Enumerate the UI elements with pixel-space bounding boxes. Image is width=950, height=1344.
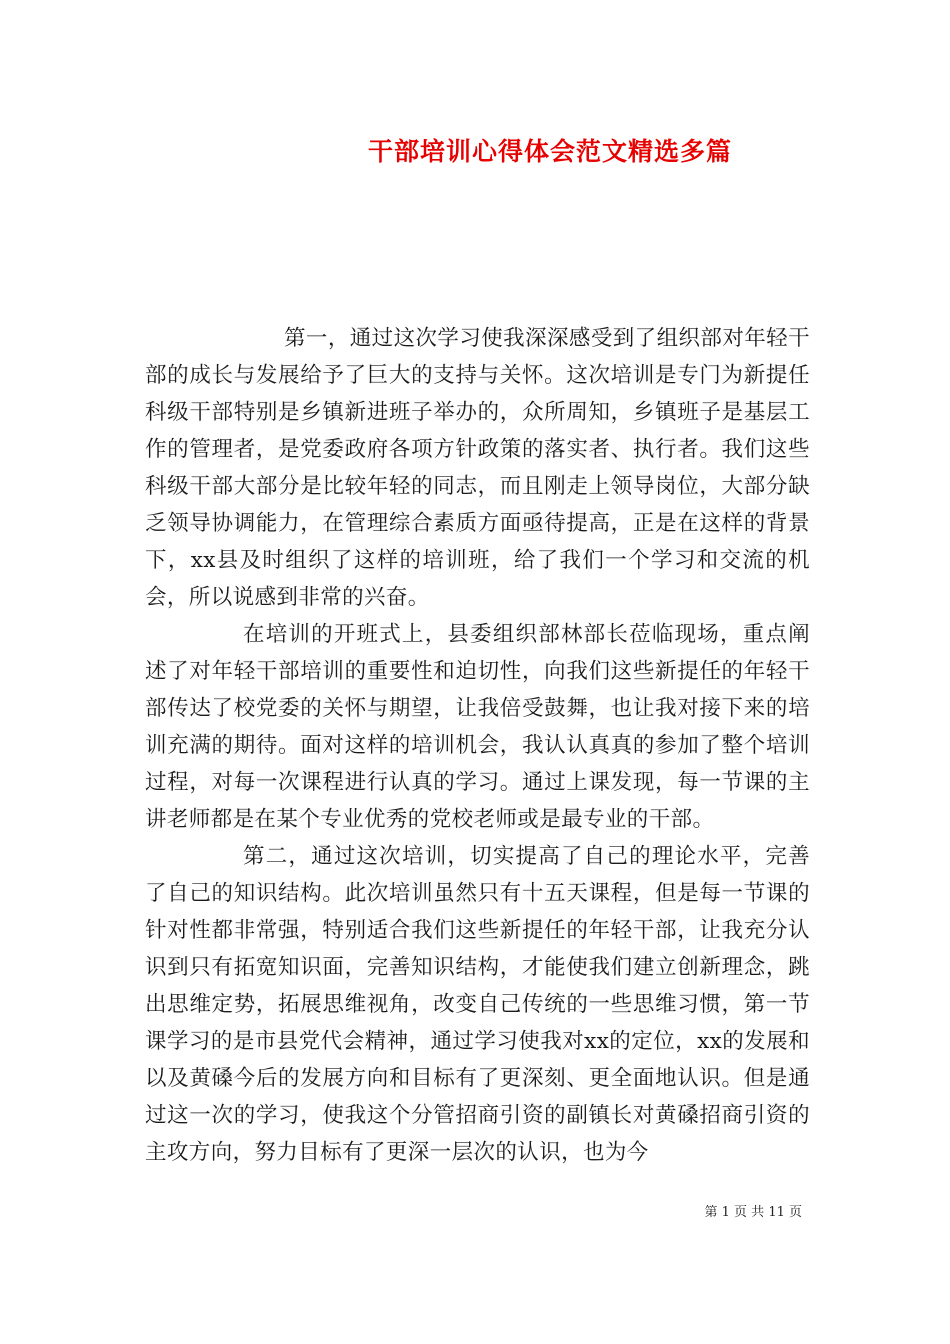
paragraph-2: 在培训的开班式上，县委组织部林部长莅临现场，重点阐述了对年轻干部培训的重要性和迫切性，向我们这些新提任的年轻干部传达了校党委的关怀与期望，让我倍受鼓舞，也让我对接下来的培训充满的期待。面对这样的培训机会，我认认真真的参加了整个培训过程，对每一次课程进行认真的学习。通过上课发现，每一节课的主讲老师都是在某个专业优秀的党校老师或是最专业的干部。 bbox=[145, 622, 810, 832]
document-title: 干部培训心得体会范文精选多篇 bbox=[367, 137, 732, 166]
paragraph-1: 第一，通过这次学习使我深深感受到了组织部对年轻干部的成长与发展给予了巨大的支持与关怀。这次培训是专门为新提任科级干部特别是乡镇新进班子举办的，众所周知，乡镇班子是基层工作的管理者，是党委政府各项方针政策的落实者、执行者。我们这些科级干部大部分是比较年轻的同志，而且刚走上领导岗位，大部分缺乏领导协调能力，在管理综合素质方面亟待提高，正是在这样的背景下，xx县及时组织了这样的培训班，给了我们一个学习和交流的机会，所以说感到非常的兴奋。 bbox=[145, 326, 810, 610]
page-number-footer: 第 1 页 共 11 页 bbox=[704, 1205, 802, 1220]
paragraph-3: 第二，通过这次培训，切实提高了自己的理论水平，完善了自己的知识结构。此次培训虽然只有十五天课程，但是每一节课的针对性都非常强，特别适合我们这些新提任的年轻干部，让我充分认识到只有拓宽知识面，完善知识结构，才能使我们建立创新理念，跳出思维定势，拓展思维视角，改变自己传统的一些思维习惯，第一节课学习的是市县党代会精神，通过学习使我对xx的定位，xx的发展和以及黄磉今后的发展方向和目标有了更深刻、更全面地认识。但是通过这一次的学习，使我这个分管招商引资的副镇长对黄磉招商引资的主攻方向，努力目标有了更深一层次的认识，也为今 bbox=[145, 844, 810, 1165]
document-body bbox=[145, 320, 810, 1171]
